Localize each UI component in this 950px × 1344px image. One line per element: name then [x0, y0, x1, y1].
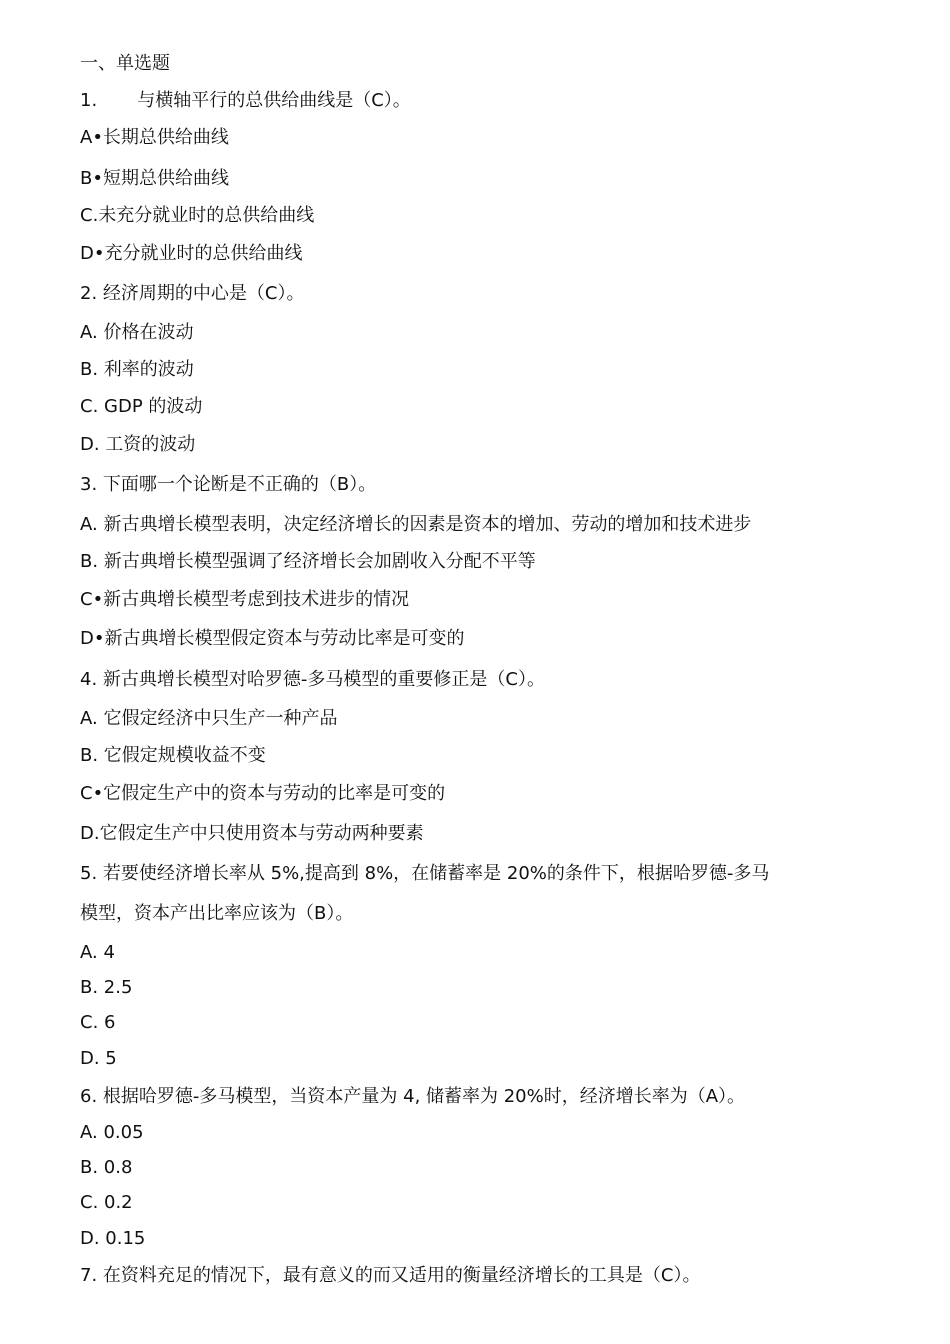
- question-5-stem: 5. 若要使经济增长率从 5%,提高到 8%，在储蓄率是 20%的条件下，根据哈罗德-多马: [80, 863, 770, 884]
- question-2-stem: 2. 经济周期的中心是（C）。: [80, 283, 305, 304]
- question-6-option-c: C. 0.2: [80, 1192, 133, 1213]
- question-2-option-a: A. 价格在波动: [80, 322, 194, 343]
- question-6-option-a: A. 0.05: [80, 1122, 144, 1143]
- question-5-option-d: D. 5: [80, 1048, 117, 1069]
- section-title: 一、单选题: [80, 53, 170, 74]
- question-4-option-c: C•它假定生产中的资本与劳动的比率是可变的: [80, 783, 446, 804]
- question-5-stem-continued: 模型，资本产出比率应该为（B）。: [80, 903, 354, 924]
- question-4-option-a: A. 它假定经济中只生产一种产品: [80, 708, 338, 729]
- question-3-stem: 3. 下面哪一个论断是不正确的（B）。: [80, 474, 377, 495]
- question-2-option-b: B. 利率的波动: [80, 359, 194, 380]
- question-3-option-c: C•新古典增长模型考虑到技术进步的情况: [80, 589, 410, 610]
- question-5-option-a: A. 4: [80, 942, 115, 963]
- question-3-option-b: B. 新古典增长模型强调了经济增长会加剧收入分配不平等: [80, 551, 536, 572]
- question-4-stem: 4. 新古典增长模型对哈罗德-多马模型的重要修正是（C）。: [80, 669, 545, 690]
- question-6-option-d: D. 0.15: [80, 1228, 146, 1249]
- question-1-option-a: A•长期总供给曲线: [80, 127, 229, 148]
- question-1-option-d: D•充分就业时的总供给曲线: [80, 243, 303, 264]
- question-2-option-d: D. 工资的波动: [80, 434, 196, 455]
- question-5-option-b: B. 2.5: [80, 977, 133, 998]
- question-1-stem: 1. 与横轴平行的总供给曲线是（C）。: [80, 90, 411, 111]
- question-3-option-a: A. 新古典增长模型表明，决定经济增长的因素是资本的增加、劳动的增加和技术进步: [80, 514, 752, 535]
- question-1-option-b: B•短期总供给曲线: [80, 168, 229, 189]
- question-3-option-d: D•新古典增长模型假定资本与劳动比率是可变的: [80, 628, 465, 649]
- question-2-option-c: C. GDP 的波动: [80, 396, 203, 417]
- question-1-option-c: C.未充分就业时的总供给曲线: [80, 205, 315, 226]
- question-4-option-b: B. 它假定规模收益不变: [80, 745, 266, 766]
- question-6-option-b: B. 0.8: [80, 1157, 133, 1178]
- question-4-option-d: D.它假定生产中只使用资本与劳动两种要素: [80, 823, 424, 844]
- question-7-stem: 7. 在资料充足的情况下，最有意义的而又适用的衡量经济增长的工具是（C）。: [80, 1265, 701, 1286]
- question-6-stem: 6. 根据哈罗德-多马模型，当资本产量为 4, 储蓄率为 20%时，经济增长率为（A）。: [80, 1086, 746, 1107]
- question-5-option-c: C. 6: [80, 1012, 116, 1033]
